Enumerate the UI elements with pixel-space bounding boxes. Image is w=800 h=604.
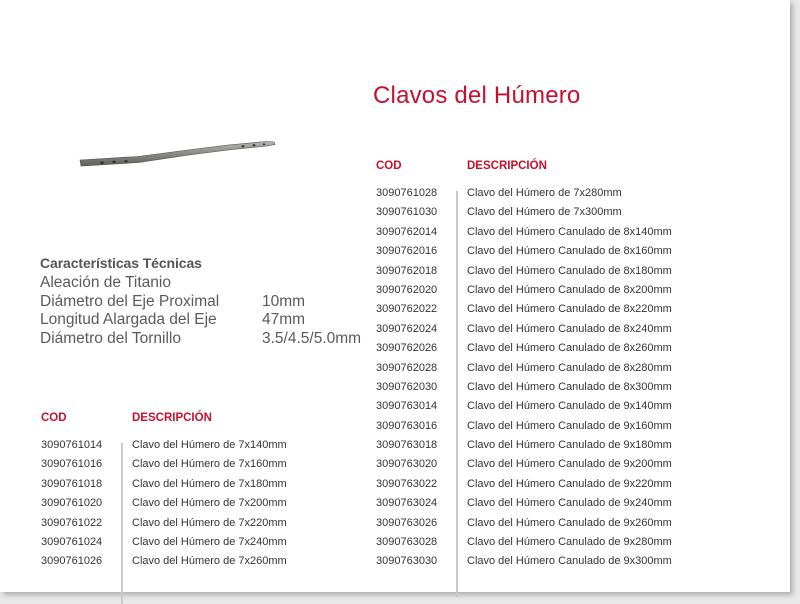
product-description: Clavo del Húmero de 7x180mm <box>132 477 287 490</box>
product-description: Clavo del Húmero Canulado de 9x260mm <box>467 516 672 529</box>
product-description: Clavo del Húmero Canulado de 8x200mm <box>467 283 672 296</box>
header-description: DESCRIPCIÓN <box>467 160 547 172</box>
product-description: Clavo del Húmero Canulado de 8x300mm <box>467 380 672 393</box>
spec-row <box>40 274 202 293</box>
product-code: 3090761016 <box>41 458 103 471</box>
page-title: Clavos del Húmero <box>373 82 581 109</box>
product-code: 3090763024 <box>376 497 438 510</box>
technical-specs <box>40 255 362 348</box>
product-code: 3090762028 <box>376 361 438 374</box>
spec-label: Longitud Alargada del Eje <box>40 311 217 328</box>
product-description: Clavo del Húmero de 7x300mm <box>467 206 622 219</box>
product-code: 3090761014 <box>41 439 103 451</box>
product-code: 3090762014 <box>376 225 438 238</box>
product-code: 3090762024 <box>376 322 438 335</box>
specs-heading: Características Técnicas <box>40 255 202 271</box>
product-code: 3090761028 <box>376 187 438 199</box>
spec-value: 10mm <box>262 292 306 310</box>
product-code: 3090763016 <box>376 419 438 432</box>
spec-label: Diámetro del Eje Proximal <box>40 292 220 310</box>
spec-label: Aleación de Titanio <box>40 274 171 291</box>
spec-label: Diámetro del Tornillo <box>40 329 181 347</box>
product-code: 3090761020 <box>41 497 103 510</box>
product-description: Clavo del Húmero de 7x140mm <box>132 439 287 451</box>
header-cod: COD <box>41 412 67 424</box>
product-description: Clavo del Húmero Canulado de 8x240mm <box>467 322 672 335</box>
product-description: Clavo del Húmero Canulado de 8x160mm <box>467 245 672 258</box>
product-description: Clavo del Húmero Canulado de 8x260mm <box>467 342 672 355</box>
product-code: 3090762020 <box>376 283 438 296</box>
spec-value: 47mm <box>262 311 306 328</box>
product-description: Clavo del Húmero Canulado de 9x180mm <box>467 439 672 452</box>
product-description: Clavo del Húmero de 7x160mm <box>132 458 287 471</box>
spec-row <box>40 292 306 312</box>
product-code: 3090761022 <box>41 516 103 529</box>
column-divider <box>121 443 123 604</box>
product-code: 3090761024 <box>41 535 103 548</box>
product-description: Clavo del Húmero Canulado de 8x180mm <box>467 264 672 277</box>
product-description: Clavo del Húmero Canulado de 9x200mm <box>467 458 672 471</box>
product-description: Clavo del Húmero Canulado de 9x240mm <box>467 497 672 510</box>
product-code: 3090761030 <box>376 206 438 219</box>
column-divider <box>456 191 458 597</box>
product-description: Clavo del Húmero Canulado de 9x300mm <box>467 555 672 568</box>
product-code: 3090763020 <box>376 458 438 471</box>
product-code: 3090761018 <box>41 477 103 490</box>
product-description: Clavo del Húmero Canulado de 9x160mm <box>467 419 672 432</box>
product-description: Clavo del Húmero Canulado de 9x220mm <box>467 477 672 490</box>
product-code: 3090763022 <box>376 477 438 490</box>
product-description: Clavo del Húmero de 7x240mm <box>132 535 287 548</box>
product-code: 3090761026 <box>41 555 103 568</box>
product-code: 3090762016 <box>376 245 438 258</box>
header-description: DESCRIPCIÓN <box>132 412 212 424</box>
header-cod: COD <box>376 160 402 172</box>
product-code: 3090762026 <box>376 342 438 355</box>
spec-row <box>40 311 306 330</box>
product-description: Clavo del Húmero de 7x200mm <box>132 497 287 510</box>
product-description: Clavo del Húmero Canulado de 8x280mm <box>467 361 672 374</box>
product-code: 3090763030 <box>376 555 438 568</box>
product-description: Clavo del Húmero de 7x220mm <box>132 516 287 529</box>
spec-value: 3.5/4.5/5.0mm <box>262 329 362 347</box>
product-description: Clavo del Húmero Canulado de 9x140mm <box>467 400 672 413</box>
spec-row <box>40 329 362 349</box>
product-code: 3090763014 <box>376 400 438 413</box>
product-code: 3090763018 <box>376 439 438 452</box>
product-description: Clavo del Húmero de 7x260mm <box>132 555 287 568</box>
product-description: Clavo del Húmero Canulado de 9x280mm <box>467 536 672 549</box>
humeral-nail-image <box>78 136 278 172</box>
product-description: Clavo del Húmero de 7x280mm <box>467 187 622 199</box>
product-code: 3090762018 <box>376 264 438 277</box>
product-description: Clavo del Húmero Canulado de 8x140mm <box>467 225 672 238</box>
product-code: 3090763026 <box>376 516 438 529</box>
product-description: Clavo del Húmero Canulado de 8x220mm <box>467 303 672 316</box>
product-code: 3090762030 <box>376 380 438 393</box>
product-code: 3090762022 <box>376 303 438 316</box>
product-code: 3090763028 <box>376 536 438 549</box>
